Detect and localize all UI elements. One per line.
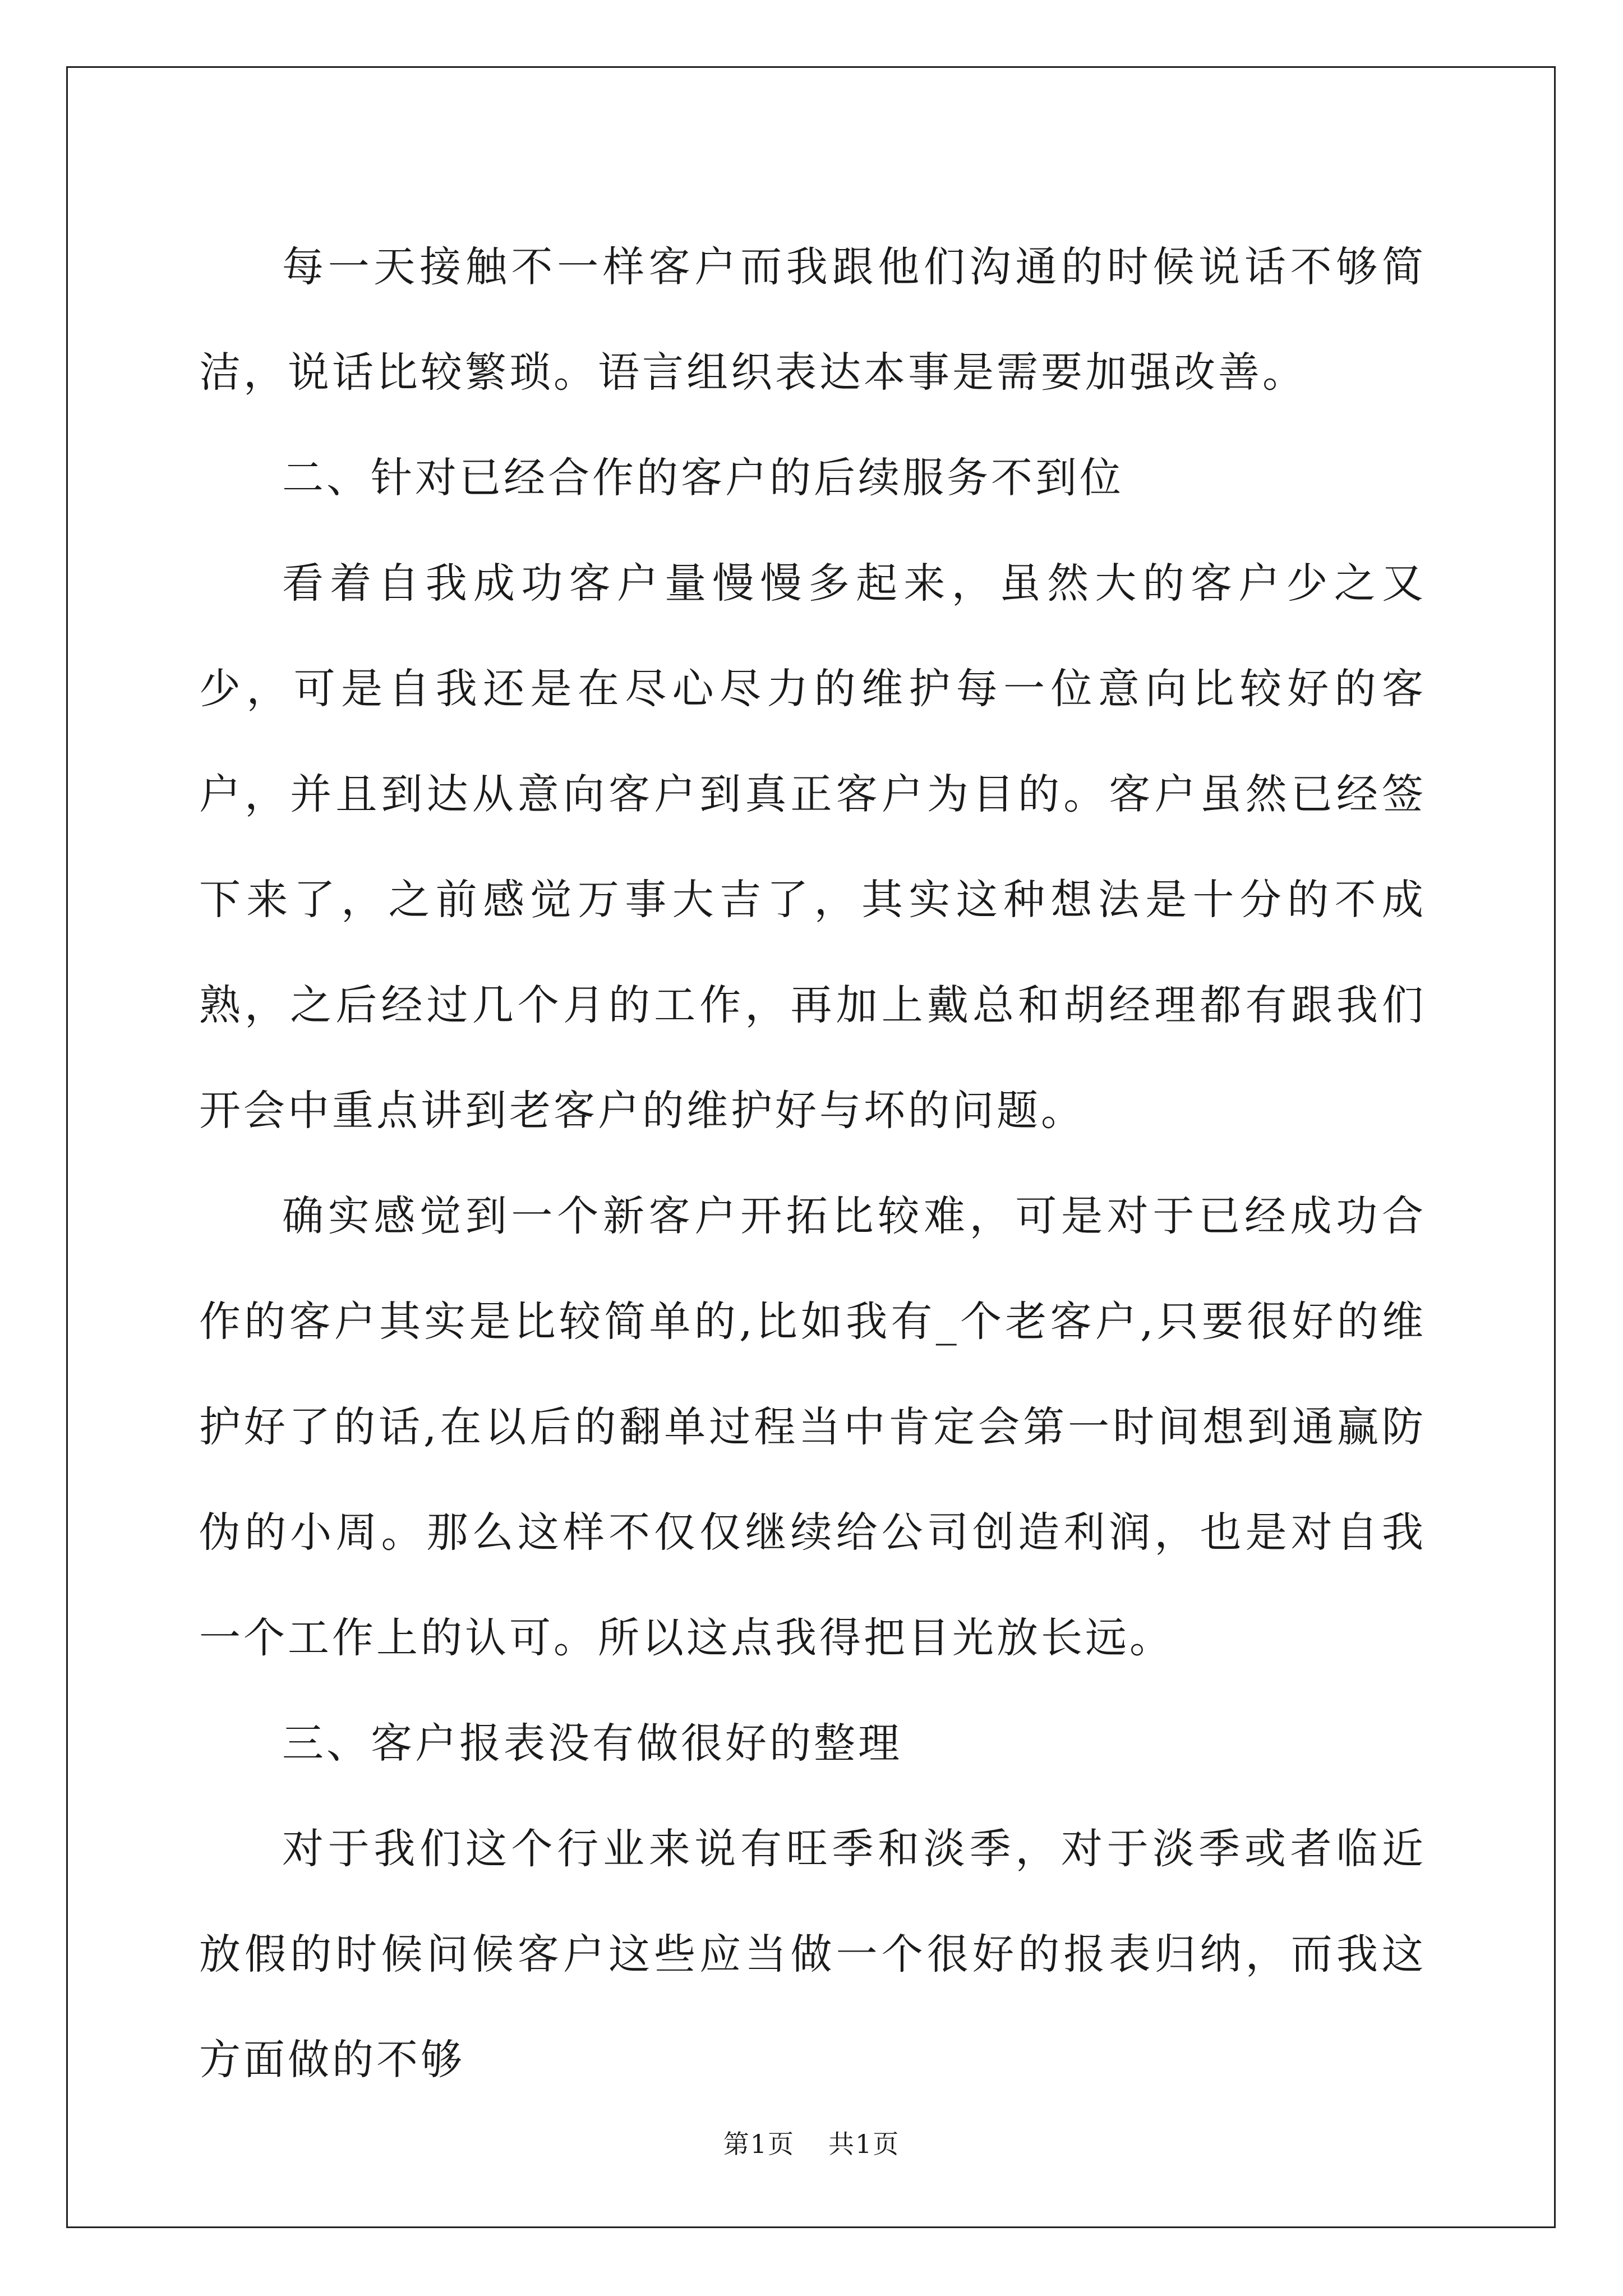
page-number: 第1页 (723, 2129, 795, 2159)
section-heading: 三、客户报表没有做很好的整理 (282, 1719, 902, 1768)
paragraph: 每一天接触不一样客户而我跟他们沟通的时候说话不够简洁，说话比较繁琐。语言组织表达本事是需要加强改善。 (199, 243, 1426, 397)
page-total: 共1页 (828, 2129, 900, 2159)
section-heading: 二、针对已经合作的客户的后续服务不到位 (282, 454, 1124, 502)
document-body (199, 214, 1426, 2113)
paragraph: 确实感觉到一个新客户开拓比较难，可是对于已经成功合作的客户其实是比较简单的,比如我有_个老客户,只要很好的维护好了的话,在以后的翻单过程当中肯定会第一时间想到通赢防伪的小周。那么这样不仅仅继续给公司创造利润，也是对自我一个工作上的认可。所以这点我得把目光放长远。 (199, 1192, 1426, 1662)
paragraph: 对于我们这个行业来说有旺季和淡季，对于淡季或者临近放假的时候问候客户这些应当做一个很好的报表归纳，而我这方面做的不够 (199, 1825, 1426, 2084)
page-footer (0, 2127, 1623, 2161)
paragraph: 看着自我成功客户量慢慢多起来，虽然大的客户少之又少，可是自我还是在尽心尽力的维护每一位意向比较好的客户，并且到达从意向客户到真正客户为目的。客户虽然已经签下来了，之前感觉万事大吉了，其实这种想法是十分的不成熟，之后经过几个月的工作，再加上戴总和胡经理都有跟我们开会中重点讲到老客户的维护好与坏的问题。 (199, 559, 1426, 1135)
